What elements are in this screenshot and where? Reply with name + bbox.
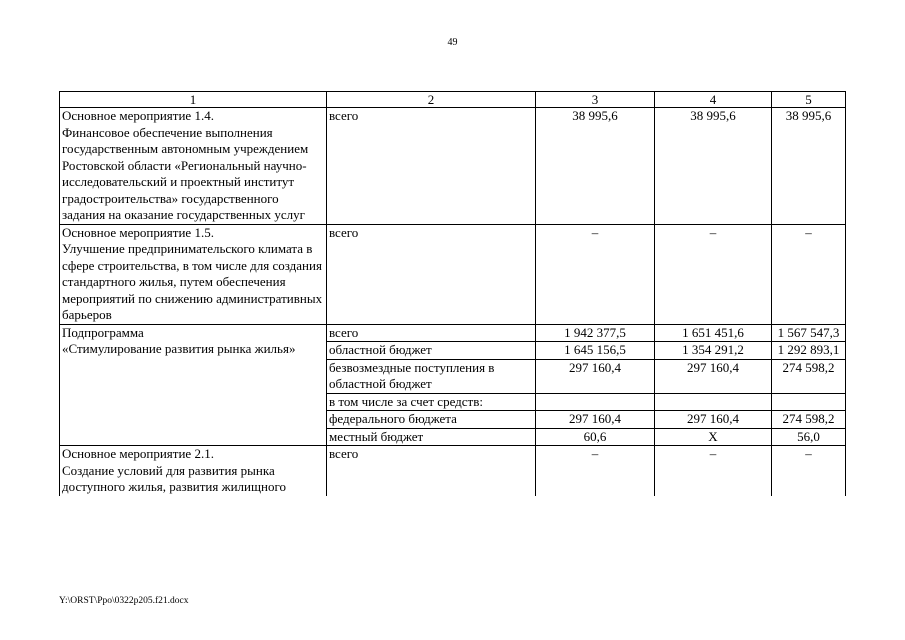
subprogram-name: Подпрограмма «Стимулирование развития рынка жилья»: [60, 324, 327, 446]
value-col5: 38 995,6: [772, 108, 846, 225]
funding-source: всего: [327, 446, 536, 496]
table-row: [60, 324, 846, 342]
value-col5: 56,0: [772, 428, 846, 446]
table-header-row: [60, 92, 846, 108]
value-col4: 297 160,4: [655, 359, 772, 393]
value-col3: 38 995,6: [536, 108, 655, 225]
table-row: [60, 224, 846, 324]
funding-source: безвозмездные поступления в областной бюджет: [327, 359, 536, 393]
funding-source: всего: [327, 324, 536, 342]
value-col4: Х: [655, 428, 772, 446]
value-col4: –: [655, 224, 772, 324]
value-col3: 297 160,4: [536, 359, 655, 393]
value-col4: 1 651 451,6: [655, 324, 772, 342]
value-col5: 274 598,2: [772, 359, 846, 393]
funding-source: всего: [327, 224, 536, 324]
activity-name: Основное мероприятие 2.1. Создание условий для развития рынка доступного жилья, развития жилищного: [60, 446, 327, 496]
activity-name: Основное мероприятие 1.5. Улучшение предпринимательского климата в сфере строительства, в том числе для создания стандартного жилья, путем обеспечения мероприятий по снижению административных барьеров: [60, 224, 327, 324]
value-col4: 38 995,6: [655, 108, 772, 225]
funding-source: федерального бюджета: [327, 411, 536, 429]
value-col3: –: [536, 224, 655, 324]
activity-name: Основное мероприятие 1.4. Финансовое обеспечение выполнения государственным автономным учреждением Ростовской области «Региональный научно-исследовательский и проектный институт градостроительства» государственного задания на оказание государственных услуг: [60, 108, 327, 225]
value-col4: 1 354 291,2: [655, 342, 772, 360]
value-col4: [655, 393, 772, 411]
value-col3: 1 942 377,5: [536, 324, 655, 342]
funding-source: всего: [327, 108, 536, 225]
table-row: [60, 108, 846, 225]
value-col5: 1 292 893,1: [772, 342, 846, 360]
funding-source: местный бюджет: [327, 428, 536, 446]
header-cell-5: 5: [772, 92, 846, 108]
page-number: 49: [447, 37, 458, 48]
file-path-footer: Y:\ORST\Ppo\0322p205.f21.docx: [59, 596, 189, 606]
value-col3: –: [536, 446, 655, 496]
value-col3: 60,6: [536, 428, 655, 446]
value-col4: –: [655, 446, 772, 496]
funding-source: областной бюджет: [327, 342, 536, 360]
value-col3: [536, 393, 655, 411]
value-col3: 1 645 156,5: [536, 342, 655, 360]
value-col4: 297 160,4: [655, 411, 772, 429]
value-col5: 274 598,2: [772, 411, 846, 429]
header-cell-1: 1: [60, 92, 327, 108]
budget-table: [59, 91, 846, 496]
value-col3: 297 160,4: [536, 411, 655, 429]
value-col5: –: [772, 224, 846, 324]
funding-source: в том числе за счет средств:: [327, 393, 536, 411]
value-col5: –: [772, 446, 846, 496]
value-col5: 1 567 547,3: [772, 324, 846, 342]
header-cell-4: 4: [655, 92, 772, 108]
header-cell-2: 2: [327, 92, 536, 108]
value-col5: [772, 393, 846, 411]
header-cell-3: 3: [536, 92, 655, 108]
table-row: [60, 446, 846, 496]
